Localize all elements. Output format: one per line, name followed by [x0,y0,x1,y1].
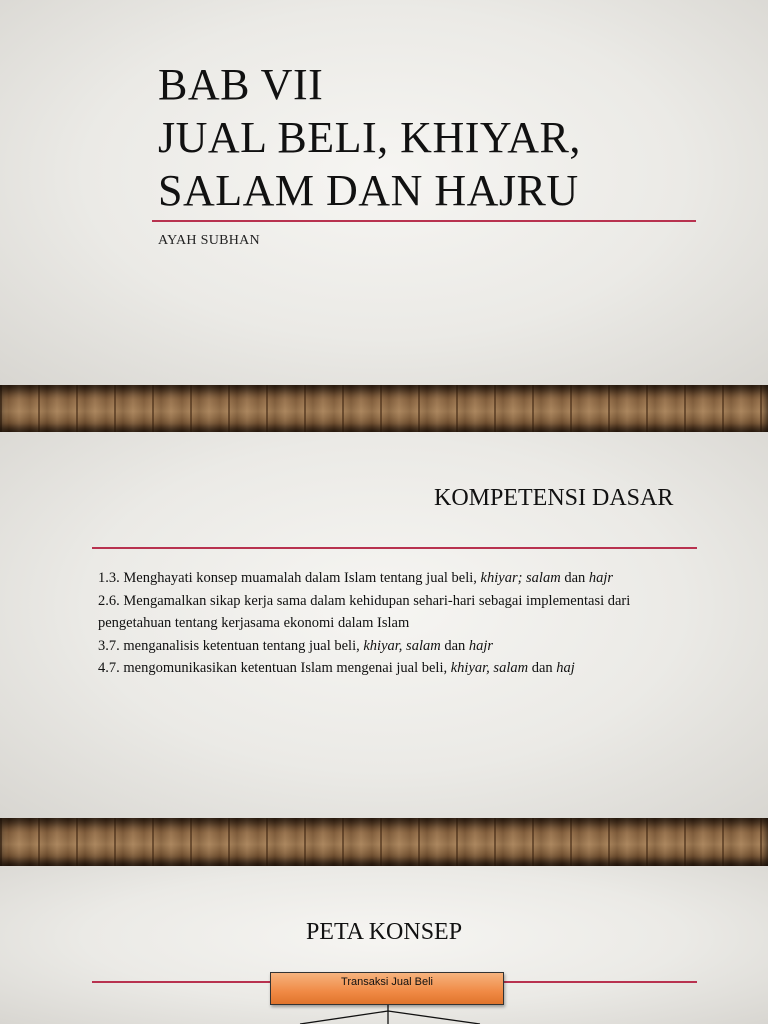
kompetensi-heading: KOMPETENSI DASAR [434,485,674,511]
kompetensi-divider [92,547,697,549]
slide-title [158,58,581,217]
italic-term: hajr [588,570,614,586]
kompetensi-item [98,635,658,658]
concept-connectors [0,1005,768,1024]
kompetensi-item [98,567,658,590]
item-text: 1.3. Menghayati konsep muamalah dalam Islam tentang jual beli, [98,570,481,586]
kompetensi-item [98,590,658,635]
peta-konsep-heading: PETA KONSEP [305,919,463,945]
wood-floor-divider [0,385,768,433]
title-divider [152,220,696,222]
concept-box-transaksi: Transaksi Jual Beli [270,972,504,1005]
italic-term: khiyar, salam [450,660,529,677]
italic-term: khiyar, salam [363,637,441,654]
item-text: dan [440,637,469,654]
italic-term: khiyar; salam [480,570,561,586]
item-text: dan [528,660,557,677]
title-line: BAB VII [158,60,324,109]
title-line: JUAL BELI, KHIYAR, [158,113,581,162]
author-subtitle: AYAH SUBHAN [158,233,260,248]
wood-floor-divider [0,818,768,866]
item-text: 2.6. Mengamalkan sikap kerja sama dalam kehidupan sehari-hari sebagai implementasi dari pengetahuan tentang kerjasama ekonomi dalam Islam [98,592,631,632]
kompetensi-list [98,567,658,680]
italic-term: hajr [468,637,494,654]
title-line: SALAM DAN HAJRU [158,166,579,215]
title-slide [0,0,768,385]
item-text: 3.7. menganalisis ketentuan tentang jual beli, [98,637,364,654]
item-text: 4.7. mengomunikasikan ketentuan Islam mengenai jual beli, [98,660,451,677]
italic-term: haj [556,660,575,677]
kompetensi-item [98,657,658,680]
item-text: dan [560,570,589,586]
